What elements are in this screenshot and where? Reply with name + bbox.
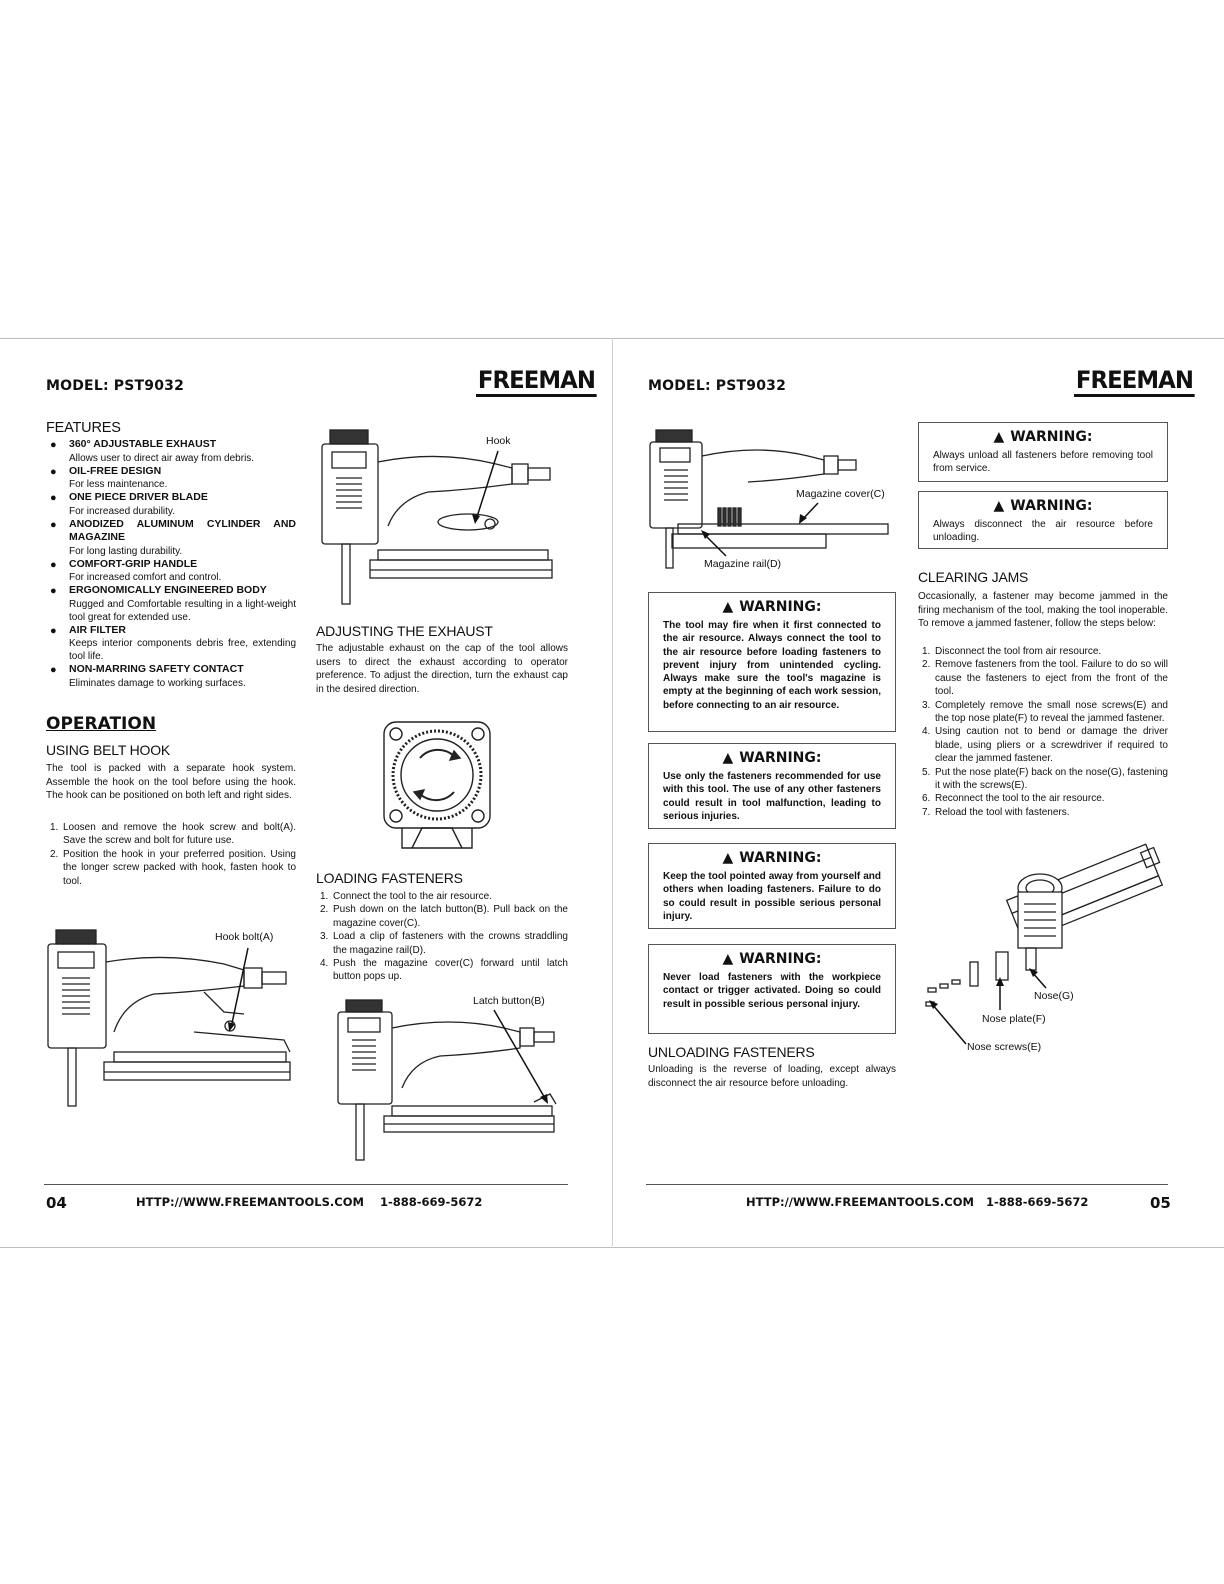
- features-list: [50, 438, 296, 690]
- warning-text: Keep the tool pointed away from yourself and others when loading fasteners. Failure to do so could result in possible serious personal injury.: [663, 871, 881, 922]
- step-item: 4. Push the magazine cover(C) forward until latch button pops up.: [320, 958, 568, 983]
- step-item: 2. Push down on the latch button(B). Pull back on the magazine cover(C).: [320, 904, 568, 929]
- stapler-hook-figure: [318, 426, 568, 616]
- step-item: 3. Load a clip of fasteners with the crowns straddling the magazine rail(D).: [320, 931, 568, 956]
- label-hook: Hook: [486, 435, 511, 447]
- step-item: 6. Reconnect the tool to the air resource.: [922, 793, 1105, 805]
- stapler-hook-bolt-figure: [44, 922, 304, 1122]
- nose-arrows: [0, 0, 1, 1]
- adjust-exhaust-title: ADJUSTING THE EXHAUST: [316, 623, 493, 639]
- label-magazine-rail: Magazine rail(D): [704, 558, 782, 570]
- label-nose: Nose(G): [1034, 990, 1074, 1002]
- warning-box-1: [648, 592, 896, 732]
- label-magazine-cover: Magazine cover(C): [796, 488, 885, 500]
- feature-item: ● ANODIZED ALUMINUM CYLINDER AND MAGAZINE For long lasting durability.: [50, 517, 296, 557]
- clearing-jams-title: CLEARING JAMS: [918, 569, 1029, 585]
- bullet-icon: ●: [50, 518, 57, 531]
- unloading-text: Unloading is the reverse of loading, except always disconnect the air resource before unloading.: [648, 1064, 896, 1089]
- warning-text: Use only the fasteners recommended for use with this tool. The use of any other fasteners could result in tool malfunction, leading to serious injuries.: [663, 771, 881, 822]
- brand-logo-text: FREEMAN: [1074, 366, 1195, 397]
- warning-box-top-1: [918, 422, 1168, 482]
- warning-triangle-icon: ▲: [722, 850, 734, 866]
- bullet-icon: ●: [50, 624, 57, 637]
- features-title: FEATURES: [46, 420, 121, 436]
- step-item: 4. Using caution not to bend or damage the driver blade, using pliers or a screwdriver if required to clear the jammed fastener.: [922, 726, 1168, 765]
- step-item: 2. Position the hook in your preferred position. Using the longer screw packed with hook, fasten hook to tool.: [50, 848, 296, 887]
- warning-triangle-icon: ▲: [722, 599, 734, 615]
- footer-url-left: HTTP://WWW.FREEMANTOOLS.COM: [136, 1195, 364, 1209]
- model-heading-left: MODEL: PST9032: [46, 378, 185, 394]
- feature-item: ● OIL-FREE DESIGN For less maintenance.: [50, 464, 168, 490]
- warning-heading: ▲ WARNING:: [722, 850, 822, 866]
- warning-box-3: [648, 843, 896, 929]
- feature-item: ● ERGONOMICALLY ENGINEERED BODY Rugged and Comfortable resulting in a light-weight tool great for extended use.: [50, 584, 296, 623]
- page-gutter: [612, 338, 613, 1246]
- footer-phone-right: 1-888-669-5672: [986, 1195, 1089, 1209]
- warning-triangle-icon: ▲: [722, 951, 734, 967]
- feature-item: ● COMFORT-GRIP HANDLE For increased comfort and control.: [50, 557, 222, 583]
- bullet-icon: ●: [50, 492, 57, 504]
- step-item: 3. Completely remove the small nose screws(E) and the top nose plate(F) to reveal the jammed fastener.: [922, 699, 1168, 725]
- feature-item: ● AIR FILTER Keeps interior components debris free, extending tool life.: [50, 623, 296, 662]
- step-item: 1. Loosen and remove the hook screw and bolt(A). Save the screw and bolt for future use.: [50, 822, 296, 847]
- warning-text: Always disconnect the air resource before unloading.: [933, 519, 1153, 544]
- unloading-title: UNLOADING FASTENERS: [648, 1044, 815, 1060]
- brand-logo-text: FREEMAN: [476, 366, 597, 397]
- warning-triangle-icon: ▲: [722, 750, 734, 766]
- label-nose-screws: Nose screws(E): [967, 1041, 1042, 1053]
- brand-logo-left: [476, 366, 597, 394]
- page-number-right: 05: [1150, 1194, 1171, 1212]
- nose-disassembly-figure: [918, 848, 1168, 1058]
- warning-heading: ▲ WARNING:: [993, 429, 1093, 445]
- warning-box-4: [648, 944, 896, 1034]
- bullet-icon: ●: [50, 558, 57, 571]
- operation-title: OPERATION: [46, 714, 157, 734]
- bullet-icon: ●: [50, 664, 57, 676]
- footer-rule-left: [44, 1184, 568, 1185]
- step-item: 5. Put the nose plate(F) back on the nose(G), fastening it with the screws(E).: [922, 766, 1168, 792]
- feature-item: ● NON-MARRING SAFETY CONTACT Eliminates damage to working surfaces.: [50, 663, 246, 689]
- step-item: 2. Remove fasteners from the tool. Failure to do so will cause the fasteners to eject from the front of the tool.: [922, 659, 1168, 698]
- feature-item: ● 360° ADJUSTABLE EXHAUST Allows user to direct air away from debris.: [50, 438, 255, 464]
- warning-text: Never load fasteners with the workpiece contact or trigger activated. Doing so could result in possible serious personal injury.: [663, 972, 881, 1010]
- adjust-exhaust-text: The adjustable exhaust on the cap of the tool allows users to direct the exhaust according to operator preference. To adjust the direction, turn the exhaust cap in the desired direction.: [316, 643, 568, 695]
- warning-box-2: [648, 743, 896, 829]
- step-item: 1. Disconnect the tool from air resource.: [922, 646, 1102, 657]
- step-item: 7. Reload the tool with fasteners.: [922, 806, 1070, 818]
- loading-steps: [316, 890, 568, 984]
- feature-item: ● ONE PIECE DRIVER BLADE For increased durability.: [50, 491, 208, 517]
- footer-url-right: HTTP://WWW.FREEMANTOOLS.COM: [746, 1195, 974, 1209]
- clearing-jams-text: Occasionally, a fastener may become jammed in the firing mechanism of the tool, making the tool inoperable. To remove a jammed fastener, follow the steps below:: [918, 591, 1168, 629]
- warning-heading: ▲ WARNING:: [722, 750, 822, 766]
- model-heading-right: MODEL: PST9032: [648, 378, 787, 394]
- warning-text: The tool may fire when it first connected to the air resource. Always connect the tool to the air resource before loading fasteners to prevent injury from unintended cycling. Always make sure the tool's magazine is empty at the beginning of each work session, before connecting to an air resource.: [663, 620, 881, 711]
- warning-triangle-icon: ▲: [993, 498, 1005, 514]
- belt-hook-title: USING BELT HOOK: [46, 742, 171, 758]
- warning-box-top-2: [918, 491, 1168, 549]
- label-hook-bolt: Hook bolt(A): [215, 931, 274, 943]
- bullet-icon: ●: [50, 465, 57, 478]
- brand-logo-right: [1074, 366, 1195, 394]
- belt-hook-steps: [46, 821, 296, 888]
- label-nose-plate: Nose plate(F): [982, 1013, 1046, 1025]
- clearing-steps: [918, 645, 1168, 819]
- stapler-latch-figure: [334, 996, 574, 1166]
- label-latch-button: Latch button(B): [473, 995, 545, 1007]
- loading-fasteners-title: LOADING FASTENERS: [316, 870, 463, 886]
- page-number-left: 04: [46, 1194, 67, 1212]
- footer-rule-right: [646, 1184, 1168, 1185]
- belt-hook-text: The tool is packed with a separate hook system. Assemble the hook on the tool before using the hook. The hook can be positioned on both left and right sides.: [46, 763, 296, 801]
- step-item: 1. Connect the tool to the air resource.: [320, 891, 492, 902]
- footer-phone-left: 1-888-669-5672: [380, 1195, 483, 1209]
- bullet-icon: ●: [50, 585, 57, 597]
- warning-heading: ▲ WARNING:: [722, 951, 822, 967]
- warning-text: Always unload all fasteners before removing tool from service.: [933, 450, 1153, 475]
- bullet-icon: ●: [50, 439, 57, 451]
- warning-heading: ▲ WARNING:: [993, 498, 1093, 514]
- warning-triangle-icon: ▲: [993, 429, 1005, 445]
- exhaust-cap-figure: [382, 718, 494, 858]
- warning-heading: ▲ WARNING:: [722, 599, 822, 615]
